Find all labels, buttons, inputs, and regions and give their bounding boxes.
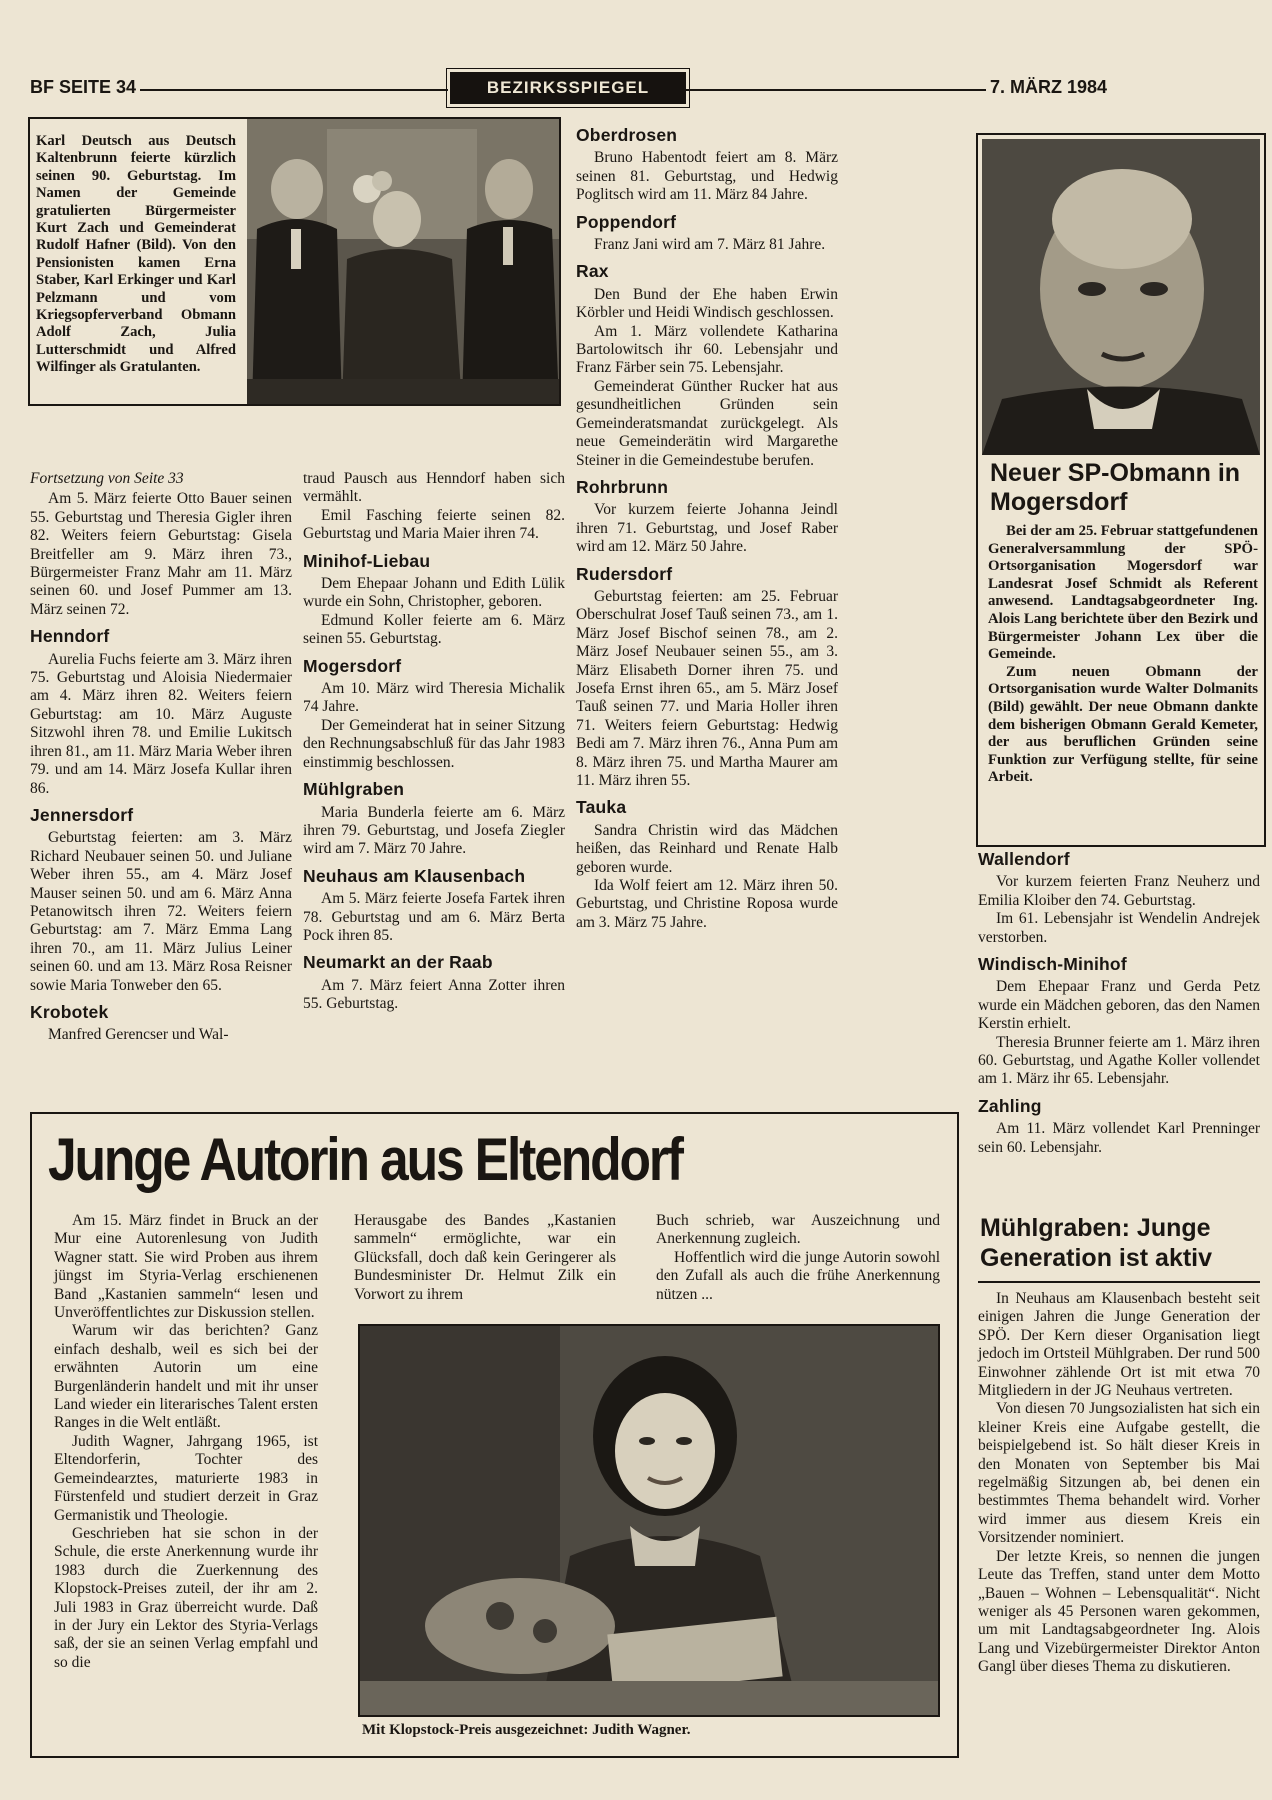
heading-oberdrosen: Oberdrosen	[576, 125, 678, 145]
mogersdorf-text-2: Der Gemeinderat hat in seiner Sitzung den Rechnungsabschluß für das Jahr 1983 einstimmig beschlossen.	[303, 716, 565, 771]
autorin-c3-p2: Hoffentlich wird die junge Autorin sowohl den Zufall als auch die frühe Anerkennung nützen ...	[656, 1248, 940, 1303]
neumarkt-text: Am 7. März feiert Anna Zotter ihren 55. Geburtstag.	[303, 976, 565, 1013]
birthday-photo-caption: Karl Deutsch aus Deutsch Kaltenbrunn feierte kürzlich seinen 90. Geburtstag. Im Namen der Gemeinde gratulierten Bürgermeister Kurt Zach und Gemeinderat Rudolf Hafner (Bild). Von den Pensionisten kamen Erna Staber, Karl Erkinger und Karl Pelzmann und vom Kriegsopferverband Obmann Adolf Zach, Julia Lutterschmidt und Alfred Wilfinger als Gratulanten.	[36, 133, 236, 376]
obmann-portrait-image	[982, 139, 1260, 455]
zahling-text: Am 11. März vollendet Karl Prenninger sein 60. Lebensjahr.	[978, 1120, 1260, 1156]
sp-obmann-box	[976, 133, 1266, 847]
sp-obmann-body	[988, 523, 1258, 787]
heading-henndorf: Henndorf	[30, 626, 110, 647]
heading-muehlgraben: Mühlgraben	[303, 779, 405, 800]
fasching-text: Emil Fasching feierte seinen 82. Geburtstag und Maria Maier ihren 74.	[303, 506, 565, 543]
henndorf-text: Aurelia Fuchs feierte am 3. März ihren 75. Geburtstag und Aloisia Niedermaier am 4. März ihren 82. Weiters feiern Geburtstag: am 10. März Auguste Sitzwohl ihren 78. und Emilie Lukitsch ihren 81., am 11. März Maria Weber ihren 79. und am 14. März Josefa Kullar ihren 86.	[30, 650, 292, 797]
heading-neumarkt: Neumarkt an der Raab	[303, 952, 493, 973]
judith-wagner-photo-image	[360, 1326, 938, 1715]
minihof-text-1: Dem Ehepaar Johann und Edith Lülik wurde ein Sohn, Christopher, geboren.	[303, 575, 565, 611]
heading-minihof: Minihof-Liebau	[303, 550, 431, 571]
tauka-text-2: Ida Wolf feiert am 12. März ihren 50. Geburtstag, und Christine Roposa wurde am 3. März 75 Jahre.	[576, 877, 838, 931]
page-number: BF SEITE 34	[30, 77, 137, 97]
sp-obmann-title: Neuer SP-Obmann in Mogersdorf	[990, 459, 1241, 516]
heading-rohrbrunn: Rohrbrunn	[576, 476, 669, 497]
birthday-photo-box	[28, 117, 561, 406]
muehlgraben-text: Maria Bunderla feierte am 6. März ihren 79. Geburtstag, und Josefa Ziegler wird am 7. März 70 Jahre.	[303, 803, 565, 858]
column-2	[303, 470, 565, 1014]
heading-mogersdorf: Mogersdorf	[303, 655, 402, 676]
wallendorf-text-2: Im 61. Lebensjahr ist Wendelin Andrejek verstorben.	[978, 910, 1260, 946]
autorin-c3-p1: Buch schrieb, war Auszeichnung und Anerkennung zugleich.	[656, 1212, 940, 1248]
obmann-portrait	[982, 139, 1260, 455]
jg-article-title: Mühlgraben: Junge Generation ist aktiv	[980, 1214, 1213, 1272]
heading-rudersdorf: Rudersdorf	[576, 563, 673, 584]
wallendorf-text-1: Vor kurzem feierten Franz Neuherz und Emilia Kloiber den 74. Geburtstag.	[978, 873, 1260, 909]
autorin-col-1	[54, 1212, 318, 1672]
windisch-text-2: Theresia Brunner feierte am 1. März ihren 60. Geburtstag, und Agathe Koller vollendet am 1. März ihr 65. Lebensjahr.	[978, 1033, 1260, 1088]
page-date: 7. MÄRZ 1984	[990, 77, 1108, 97]
krobotek-text: Manfred Gerencser und Wal-	[48, 1026, 229, 1044]
sp-obmann-p1: Bei der am 25. Februar stattgefundenen Generalversammlung der SPÖ-Ortsorganisation Mogersdorf war Landesrat Josef Schmidt als Referent anwesend. Landtagsabgeordneter Ing. Alois Lang berichtete über den Bezirk und Bürgermeister Johann Lex über die Gemeinde.	[988, 523, 1258, 663]
heading-jennersdorf: Jennersdorf	[30, 804, 134, 825]
autorin-col-3	[656, 1212, 940, 1304]
jennersdorf-text: Geburtstag feierten: am 3. März Richard Neubauer seinen 50. und Juliane Weber ihren 55., am 4. März Josef Mauser seinen 50. und am 6. März Anna Petanowitsch ihren 72. Weiters feiern Geburtstag: am 7. März Emma Lang ihren 70., am 11. März Julius Leiner seinen 60. und am 13. März Rosa Reisner sowie Maria Tonweber den 65.	[30, 829, 292, 994]
column-1	[30, 470, 292, 1045]
autorin-col-2	[354, 1212, 616, 1304]
heading-windisch-minihof: Windisch-Minihof	[978, 954, 1127, 975]
krobotek-continued: traud Pausch aus Henndorf haben sich vermählt.	[303, 470, 565, 506]
windisch-text-1: Dem Ehepaar Franz und Gerda Petz wurde ein Mädchen geboren, das den Namen Kerstin erhielt.	[978, 978, 1260, 1033]
heading-rax: Rax	[576, 261, 609, 282]
heading-krobotek: Krobotek	[30, 1001, 109, 1022]
jg-p3: Der letzte Kreis, so nennen die jungen Leute das Treffen, stand unter dem Motto „Bauen – Wohnen – Lebensqualität“. Nicht weniger als 45 Personen waren gekommen, um mit Landtagsabgeordneter Ing. Alois Lang und Vizebürgermeister Direktor Anton Gangl über dieses Thema zu diskutieren.	[978, 1547, 1260, 1676]
mogersdorf-text-1: Am 10. März wird Theresia Michalik 74 Jahre.	[303, 680, 565, 716]
judith-wagner-photo	[358, 1324, 940, 1717]
heading-poppendorf: Poppendorf	[576, 211, 677, 232]
jg-title-rule	[978, 1281, 1260, 1283]
autorin-c1-p2: Warum wir das berichten? Ganz einfach deshalb, weil es sich bei der erwähnten Autorin um eine Burgenländerin handelt und mit ihr unser Land wieder ein literarisches Talent ersten Ranges in die Welt entläßt.	[54, 1322, 318, 1432]
heading-tauka: Tauka	[576, 797, 627, 818]
autorin-c1-p1: Am 15. März findet in Bruck an der Mur eine Autorenlesung von Judith Wagner statt. Sie wird Proben aus ihrem jüngst im Styria-Verlag erschienenen Band „Kastanien sammeln“ lesen und Unveröffentlichtes zur Diskussion stellen.	[54, 1212, 318, 1322]
jg-p1: In Neuhaus am Klausenbach besteht seit einigen Jahren die Junge Generation der SPÖ. Der Kern dieser Organisation liegt jedoch im Ortsteil Mühlgraben. Der rund 500 Einwohner zählende Ort ist mit etwa 70 Mitgliedern in der JG Neuhaus vertreten.	[978, 1290, 1260, 1400]
minihof-text-2: Edmund Koller feierte am 6. März seinen 55. Geburtstag.	[303, 611, 565, 648]
rax-text-3: Gemeinderat Günther Rucker hat aus gesundheitlichen Gründen sein Gemeinderatsmandat zurückgelegt. Als neue Gemeinderätin wird Margarethe Steiner in die Gemeindestube berufen.	[576, 377, 838, 469]
col1-intro: Am 5. März feierte Otto Bauer seinen 55. Geburtstag und Theresia Gigler ihren 82. Weiters feiern Geburtstag: Gisela Breitfeller am 9. März ihren 73., Bürgermeister Franz Mahr am 11. März seinen 60. und Josef Pummer am 13. März seinen 72.	[30, 490, 292, 618]
heading-neuhaus: Neuhaus am Klausenbach	[303, 865, 526, 886]
rax-text-2: Am 1. März vollendete Katharina Bartolowitsch ihr 60. Lebensjahr und Franz Färber sein 75. Lebensjahr.	[576, 322, 838, 377]
jg-article-body	[978, 1290, 1260, 1677]
autorin-c1-p3: Judith Wagner, Jahrgang 1965, ist Eltendorferin, Tochter des Gemeindearztes, maturierte 1983 in Fürstenfeld und studiert derzeit in Graz Germanistik und Theologie.	[54, 1432, 318, 1524]
autorin-headline: Junge Autorin aus Eltendorf	[48, 1126, 682, 1193]
heading-wallendorf: Wallendorf	[978, 849, 1070, 869]
oberdrosen-text: Bruno Habentodt feiert am 8. März seinen 81. Geburtstag, und Hedwig Poglitsch wird am 11. März 84 Jahre.	[576, 149, 838, 204]
column-3	[576, 126, 838, 932]
neuhaus-text: Am 5. März feierte Josefa Fartek ihren 78. Geburtstag und am 6. März Berta Pock ihren 85.	[303, 890, 565, 944]
autorin-c2-p1: Herausgabe des Bandes „Kastanien sammeln“ ermöglichte, war ein Glücksfall, doch daß kein Geringerer als Bundesminister Dr. Helmut Zilk ein Vorwort zu ihrem	[354, 1212, 616, 1303]
header-rule-left	[140, 89, 448, 91]
heading-zahling: Zahling	[978, 1095, 1042, 1116]
poppendorf-text: Franz Jani wird am 7. März 81 Jahre.	[594, 236, 826, 254]
birthday-photo-image	[247, 119, 559, 404]
header-rule-right	[686, 89, 986, 91]
rax-text-1: Den Bund der Ehe haben Erwin Körbler und Heidi Windisch geschlossen.	[576, 285, 838, 322]
section-title: BEZIRKSSPIEGEL	[450, 72, 686, 104]
sp-obmann-p2: Zum neuen Obmann der Ortsorganisation wurde Walter Dolmanits (Bild) gewählt. Der neue Obmann dankte dem bisherigen Obmann Gerald Kemeter, der aus beruflichen Gründen seine Funktion zur Verfügung stellte, für seine Arbeit.	[988, 663, 1258, 786]
autorin-photo-caption: Mit Klopstock-Preis ausgezeichnet: Judith Wagner.	[362, 1722, 691, 1738]
autorin-article	[30, 1112, 959, 1758]
rohrbrunn-text: Vor kurzem feierte Johanna Jeindl ihren 71. Geburtstag, und Josef Raber wird am 12. März 50 Jahre.	[576, 501, 838, 556]
column-4	[978, 850, 1260, 1157]
birthday-photo	[247, 119, 559, 404]
continued-note: Fortsetzung von Seite 33	[30, 470, 184, 487]
autorin-c1-p4: Geschrieben hat sie schon in der Schule, die erste Anerkennung wurde ihr 1983 durch die Zuerkennung des Klopstock-Preises zuteil, der ihr am 2. Juli 1983 in Graz überreicht wurde. Daß in der Jury ein Lektor des Styria-Verlags saß, der sie an seinen Verlag empfahl und so die	[54, 1524, 318, 1671]
tauka-text-1: Sandra Christin wird das Mädchen heißen, das Reinhard und Renate Halb geboren wurde.	[576, 821, 838, 876]
rudersdorf-text: Geburtstag feierten: am 25. Februar Oberschulrat Josef Tauß seinen 73., am 1. März Josef Bischof seinen 78., am 2. März Josef Neubauer seinen 55., am 3. März Elisabeth Dorner ihren 75. und Josefa Ernst ihren 65., am 5. März Josef Tauß seinen 77. und Maria Holler ihren 71. Weiters feiern Geburtstag: Hedwig Bedi am 7. März ihren 76., Anna Pum am 8. März ihren 75. und Martha Maurer am 11. März ihren 55.	[576, 587, 838, 789]
jg-p2: Von diesen 70 Jungsozialisten hat sich ein kleiner Kreis eine Aufgabe gestellt, die beispielgebend ist. So hält dieser Kreis in den Monaten von September bis Mai regelmäßig Sitzungen ab, bei denen ein bestimmtes Thema behandelt wird. Vorher wird immer aus diesem Kreis ein Vorsitzender nominiert.	[978, 1400, 1260, 1547]
